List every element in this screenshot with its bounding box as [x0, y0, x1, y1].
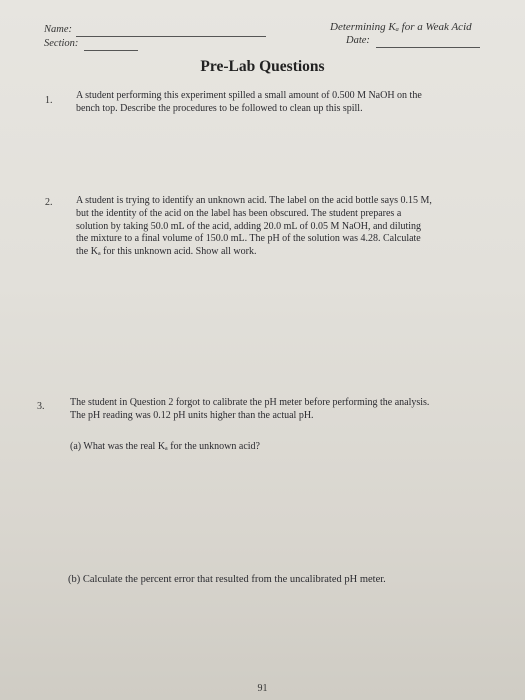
question-3-text	[70, 397, 488, 423]
question-2-number: 2.	[45, 197, 53, 208]
question-3-part-b: (b) Calculate the percent error that resulted from the uncalibrated pH meter.	[68, 574, 386, 585]
question-3-line-2: The pH reading was 0.12 pH units higher than the actual pH.	[70, 409, 314, 421]
page-title: Pre-Lab Questions	[200, 58, 325, 75]
name-label: Name:	[44, 24, 72, 35]
section-line	[84, 50, 138, 51]
question-2-text	[76, 195, 482, 259]
date-label: Date:	[346, 35, 370, 46]
section-label: Section:	[44, 38, 79, 49]
question-2-line-5: the Kₐ for this unknown acid. Show all work.	[76, 246, 257, 258]
question-1-line-1: A student performing this experiment spilled a small amount of 0.500 M NaOH on the	[76, 90, 422, 101]
question-3-number: 3.	[37, 401, 45, 412]
question-1-line-2: bench top. Describe the procedures to be followed to clean up this spill.	[76, 102, 363, 114]
lab-title: Determining Kₐ for a Weak Acid	[330, 21, 472, 33]
name-line	[76, 36, 266, 37]
question-2-line-2: but the identity of the acid on the label has been obscured. The student prepares a	[76, 207, 402, 219]
question-2-line-1: A student is trying to identify an unknown acid. The label on the acid bottle says 0.15 M,	[76, 195, 432, 206]
question-2-line-3: solution by taking 50.0 mL of the acid, adding 20.0 mL of 0.05 M NaOH, and diluting	[76, 220, 422, 232]
question-3-part-a: (a) What was the real Kₐ for the unknown acid?	[70, 441, 260, 452]
question-1-text	[76, 90, 482, 116]
question-3-line-1: The student in Question 2 forgot to calibrate the pH meter before performing the analysis.	[70, 397, 430, 408]
page-number: 91	[257, 683, 268, 694]
question-2-line-4: the mixture to a final volume of 150.0 mL. The pH of the solution was 4.28. Calculate	[76, 233, 421, 245]
question-1-number: 1.	[45, 95, 53, 106]
date-line	[376, 47, 480, 48]
